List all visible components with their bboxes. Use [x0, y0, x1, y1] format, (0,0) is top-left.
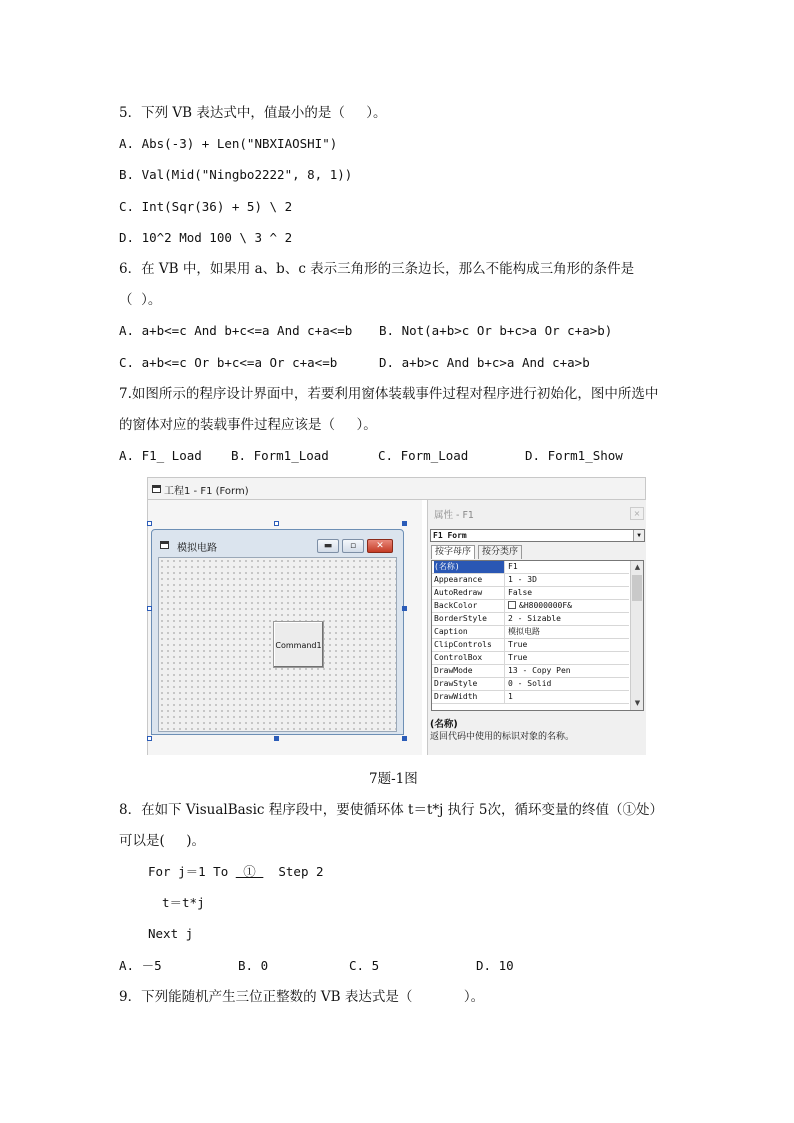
property-row[interactable] [432, 587, 629, 600]
maximize-icon[interactable]: ▫ [342, 539, 364, 553]
code-line-next: Next j [148, 926, 194, 941]
property-row[interactable] [432, 626, 629, 639]
properties-close-icon[interactable]: × [630, 507, 644, 520]
resize-handle-bottom[interactable] [274, 736, 279, 741]
property-value[interactable]: 1 [508, 692, 513, 701]
property-name: BackColor [434, 600, 505, 612]
property-value[interactable]: 模拟电路 [508, 627, 540, 636]
object-combo-value: F1 Form [433, 531, 467, 540]
q6-stem-line2: （ ）。 [119, 292, 162, 308]
scroll-down-icon[interactable]: ▼ [634, 699, 641, 707]
form-title: 模拟电路 [177, 543, 217, 554]
property-row[interactable] [432, 691, 629, 704]
q6-option-d: D. a+b>c And b+c>a And c+a>b [379, 355, 590, 370]
resize-handle-top[interactable] [274, 521, 279, 526]
property-row[interactable] [432, 665, 629, 678]
property-row[interactable] [432, 652, 629, 665]
code-step: Step 2 [263, 864, 324, 879]
property-name: ClipControls [434, 639, 505, 651]
resize-handle-top-right[interactable] [402, 521, 407, 526]
figure-caption: 7题-1图 [369, 771, 418, 787]
q8-stem-line2: 可以是( )。 [119, 833, 205, 849]
property-name: (名称) [434, 561, 505, 573]
code-line-for [148, 863, 324, 881]
form-window[interactable] [151, 529, 404, 735]
resize-handle-right[interactable] [402, 606, 407, 611]
code-line-body: t＝t*j [162, 895, 205, 910]
code-blank: ① [235, 864, 264, 879]
q5-stem: 5．下列 VB 表达式中，值最小的是（ ）。 [119, 105, 387, 121]
property-value[interactable]: False [508, 588, 533, 597]
property-scrollbar[interactable] [630, 561, 643, 710]
vb-ide-figure [147, 477, 646, 755]
designer-titlebar [147, 477, 646, 500]
q8-option-a: A. －5 [119, 958, 162, 973]
q7-option-b: B. Form1_Load [231, 448, 329, 463]
property-value[interactable]: 2 - Sizable [508, 614, 561, 623]
property-name: DrawMode [434, 665, 505, 677]
code-for-start: For j＝1 To [148, 864, 236, 879]
property-name: ControlBox [434, 652, 505, 664]
property-row[interactable] [432, 574, 629, 587]
q7-option-d: D. Form1_Show [525, 448, 623, 463]
property-name: DrawStyle [434, 678, 505, 690]
chevron-down-icon[interactable]: ▼ [633, 530, 644, 541]
form-icon [160, 541, 169, 549]
property-value[interactable]: F1 [508, 562, 518, 571]
q8-stem-line1: 8．在如下 VisualBasic 程序段中，要使循环体 t＝t*j 执行 5次，循环变量的终值（①处） [119, 802, 664, 818]
form-client-grid[interactable] [158, 557, 397, 732]
description-text: 返回代码中使用的标识对象的名称。 [430, 732, 575, 742]
q6-option-c: C. a+b<=c Or b+c<=a Or c+a<=b [119, 355, 338, 370]
color-swatch-icon [508, 601, 516, 609]
window-icon [152, 485, 161, 493]
property-row[interactable] [432, 561, 629, 574]
property-value[interactable] [508, 600, 572, 612]
resize-handle-bottom-right[interactable] [402, 736, 407, 741]
properties-window [427, 500, 646, 755]
tab-alphabetic[interactable]: 按字母序 [431, 545, 475, 559]
resize-handle-top-left[interactable] [147, 521, 152, 526]
property-value[interactable]: True [508, 653, 528, 662]
q6-option-a: A. a+b<=c And b+c<=a And c+a<=b [119, 323, 353, 338]
command1-button[interactable]: Command1 [273, 621, 324, 668]
resize-handle-left[interactable] [147, 606, 152, 611]
designer-title: 工程1 - F1 (Form) [164, 486, 249, 497]
properties-title: 属性 - F1 [434, 510, 474, 521]
property-value[interactable]: 1 - 3D [508, 575, 537, 584]
q5-option-d: D. 10^2 Mod 100 \ 3 ^ 2 [119, 230, 293, 245]
q5-option-a: A. Abs(-3) + Len("NBXIAOSHI") [119, 136, 338, 151]
description-name: (名称) [430, 719, 458, 730]
property-grid [431, 560, 644, 711]
resize-handle-bottom-left[interactable] [147, 736, 152, 741]
minimize-icon[interactable]: ▬ [317, 539, 339, 553]
q6-option-b: B. Not(a+b>c Or b+c>a Or c+a>b) [379, 323, 613, 338]
property-value[interactable]: 13 - Copy Pen [508, 666, 571, 675]
object-combo[interactable] [430, 529, 645, 542]
property-name: Appearance [434, 574, 505, 586]
q8-option-d: D. 10 [476, 958, 514, 973]
property-name: BorderStyle [434, 613, 505, 625]
q7-stem-line1: 7.如图所示的程序设计界面中，若要利用窗体装载事件过程对程序进行初始化，图中所选中 [119, 386, 659, 402]
property-row[interactable] [432, 639, 629, 652]
q7-option-a: A. F1_ Load [119, 448, 202, 463]
form-designer-area [147, 500, 422, 755]
property-row[interactable] [432, 678, 629, 691]
q8-option-c: C. 5 [349, 958, 380, 973]
q6-stem-line1: 6．在 VB 中，如果用 a、b、c 表示三角形的三条边长，那么不能构成三角形的条件是 [119, 261, 635, 277]
q7-stem-line2: 的窗体对应的装载事件过程应该是（ ）。 [119, 417, 377, 433]
property-name: Caption [434, 626, 505, 638]
property-name: AutoRedraw [434, 587, 505, 599]
close-icon[interactable]: ✕ [367, 539, 393, 553]
scroll-thumb[interactable] [632, 575, 642, 601]
property-value[interactable]: 0 - Solid [508, 679, 552, 688]
q8-option-b: B. 0 [238, 958, 269, 973]
property-value[interactable]: True [508, 640, 528, 649]
backcolor-value: &H8000000F& [519, 601, 572, 610]
property-row[interactable] [432, 600, 629, 613]
q5-option-c: C. Int(Sqr(36) + 5) \ 2 [119, 199, 293, 214]
q9-stem: 9．下列能随机产生三位正整数的 VB 表达式是（ ）。 [119, 989, 485, 1005]
tab-categorized[interactable]: 按分类序 [478, 545, 522, 559]
q7-option-c: C. Form_Load [378, 448, 469, 463]
scroll-up-icon[interactable]: ▲ [634, 563, 641, 571]
property-row[interactable] [432, 613, 629, 626]
property-name: DrawWidth [434, 691, 505, 703]
q5-option-b: B. Val(Mid("Ningbo2222", 8, 1)) [119, 167, 353, 182]
